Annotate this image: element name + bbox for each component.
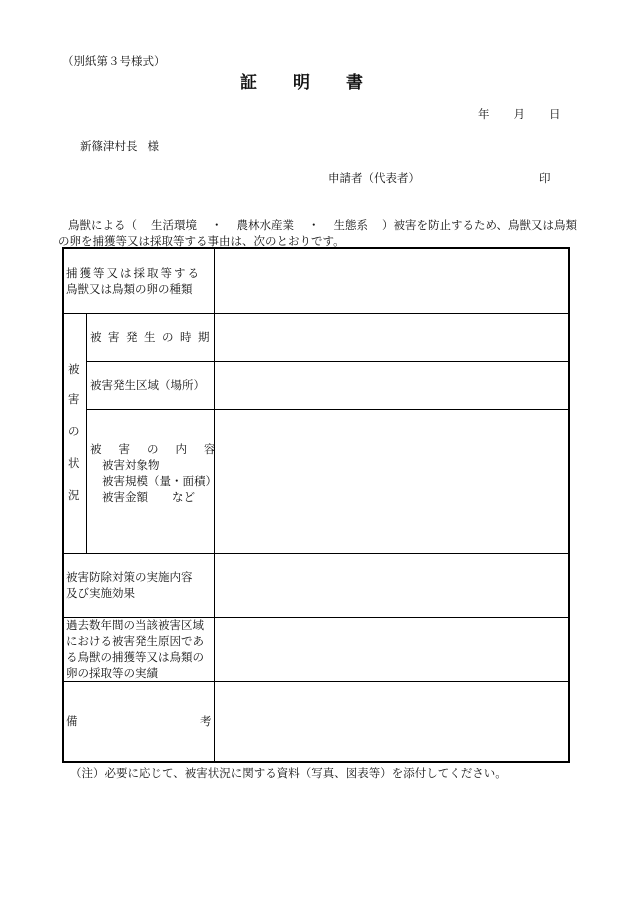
- purpose-line-1: [68, 217, 577, 233]
- document-title: [240, 68, 363, 93]
- remarks-label-left: 備: [66, 714, 78, 728]
- record-label-line-4: 卵の採取等の実績: [66, 666, 158, 680]
- option-agriculture: 農林水産業: [236, 218, 294, 232]
- measures-label-line-2: 及び実施効果: [66, 586, 135, 600]
- damage-etc-label: など: [172, 490, 195, 504]
- option-separator: ・: [308, 218, 320, 232]
- option-ecosystem: 生態系: [333, 218, 368, 232]
- record-label-line-1: 過去数年間の当該被害区域: [66, 618, 204, 632]
- date-month-label: 月: [513, 107, 525, 121]
- certificate-form-table: [62, 247, 570, 763]
- title-char: 書: [346, 73, 363, 93]
- row-divider: [86, 409, 570, 410]
- row-divider: [86, 361, 570, 362]
- damage-scale-label: 被害規模（量・面積）: [102, 474, 217, 488]
- option-separator: ・: [211, 218, 223, 232]
- row-divider: [62, 681, 570, 682]
- title-char: 明: [293, 73, 310, 93]
- remarks-label-right: 考: [200, 714, 212, 728]
- purpose-suffix: ）被害を防止するため、鳥獣又は鳥類: [382, 218, 578, 232]
- applicant-label: 申請者（代表者）: [328, 171, 420, 185]
- table-border: [62, 247, 570, 763]
- damage-amount-label: 被害金額: [102, 490, 148, 504]
- purpose-line-2: の卵を捕獲等又は採取等する事由は、次のとおりです。: [58, 234, 345, 248]
- damage-group-char: 況: [68, 488, 80, 502]
- date-line: [478, 106, 561, 122]
- row-divider: [62, 553, 570, 554]
- purpose-prefix: 鳥獣による（: [68, 218, 137, 232]
- addressee-suffix: 様: [147, 139, 159, 153]
- species-label-line-2: 鳥獣又は鳥類の卵の種類: [66, 282, 193, 296]
- damage-group-char: 状: [68, 456, 80, 470]
- damage-target-label: 被害対象物: [102, 458, 160, 472]
- seal-mark: 印: [539, 171, 551, 185]
- measures-label-line-1: 被害防除対策の実施内容: [66, 570, 193, 584]
- damage-area-label: 被害発生区域（場所）: [90, 378, 205, 392]
- damage-time-label: 被害発生の時期: [90, 330, 216, 344]
- row-divider: [62, 313, 570, 314]
- damage-content-title: 被害の内容: [90, 442, 233, 456]
- column-divider: [214, 247, 215, 763]
- species-label-line-1: 捕獲等又は採取等する: [66, 266, 201, 280]
- damage-group-char: 害: [68, 392, 80, 406]
- form-number: （別紙第３号様式）: [62, 54, 166, 68]
- record-label-line-2: における被害発生原因であ: [66, 634, 204, 648]
- record-label-line-3: る鳥獣の捕獲等又は鳥類の: [66, 650, 204, 664]
- date-day-label: 日: [549, 107, 561, 121]
- damage-group-char: の: [68, 424, 80, 438]
- damage-group-char: 被: [68, 362, 80, 376]
- option-living-environment: 生活環境: [151, 218, 197, 232]
- addressee: [80, 138, 159, 154]
- attachment-note: （注）必要に応じて、被害状況に関する資料（写真、図表等）を添付してください。: [70, 766, 507, 780]
- group-divider: [86, 313, 87, 553]
- date-year-label: 年: [478, 107, 490, 121]
- title-char: 証: [240, 73, 257, 93]
- addressee-name: 新篠津村長: [80, 139, 138, 153]
